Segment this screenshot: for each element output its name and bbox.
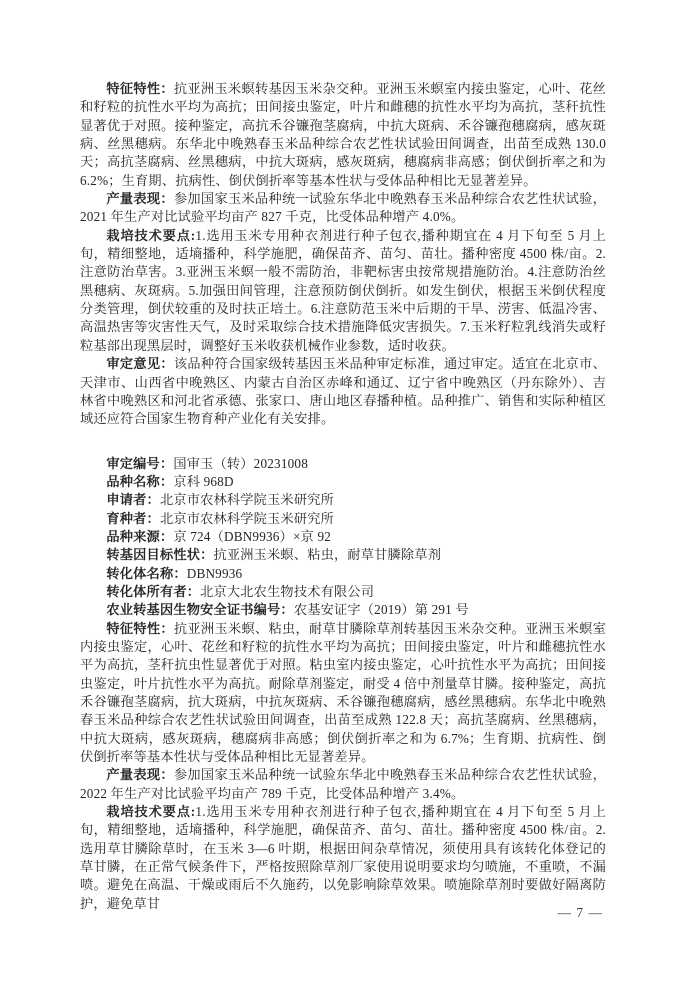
- attr-row-variety-name: [80, 473, 606, 491]
- page-number: — 7 —: [557, 905, 603, 920]
- attr-label: 审定编号：: [106, 455, 174, 471]
- attr-row-event-owner: [80, 583, 606, 601]
- paragraph-label: 特征特性：: [106, 620, 174, 636]
- paragraph-label: 特征特性：: [106, 81, 174, 96]
- attr-label: 转化体名称：: [106, 565, 187, 581]
- para-cultivation: [80, 227, 606, 355]
- para-yield: [80, 766, 606, 803]
- attr-value: 农基安证字（2019）第 291 号: [293, 602, 469, 618]
- attr-value: 京科 968D: [173, 473, 234, 489]
- para-approval-opinion: [80, 355, 606, 428]
- attr-label: 转化体所有者：: [106, 583, 201, 599]
- para-characteristics: [80, 80, 606, 190]
- attr-value: 抗亚洲玉米螟、粘虫，耐草甘膦除草剂: [213, 547, 442, 563]
- attr-row-safety-certificate: [80, 601, 606, 619]
- attr-value: 北京大北农生物技术有限公司: [200, 583, 375, 599]
- paragraph-text: 参加国家玉米品种统一试验东华北中晚熟春玉米品种综合农艺性状试验，2022 年生产对比试验平均亩产 789 千克，比受体品种增产 3.4%。: [80, 767, 606, 801]
- attr-value: 京 724（DBN9936）×京 92: [173, 528, 332, 544]
- section-variety-2: [80, 455, 606, 914]
- attr-value: DBN9936: [186, 565, 243, 581]
- paragraph-label: 产量表现：: [106, 191, 174, 207]
- attr-value: 北京市农林科学院玉米研究所: [159, 492, 334, 508]
- paragraph-label: 审定意见：: [106, 356, 174, 372]
- para-cultivation: [80, 803, 606, 913]
- paragraph-label: 栽培技术要点:: [106, 227, 196, 243]
- attr-row-applicant: [80, 491, 606, 509]
- paragraph-text: 抗亚洲玉米螟、粘虫，耐草甘膦除草剂转基因玉米杂交种。亚洲玉米螟室内接虫鉴定，心叶、花丝和籽粒的抗性水平均为高抗；田间接虫鉴定，叶片和雌穗抗性水平为高抗，茎秆抗虫性显著优于对照。粘虫室内接虫鉴定，心叶抗性水平为高抗；田间接虫鉴定，叶片抗性水平为高抗。耐除草剂鉴定，耐受 4 倍中剂量草甘膦。接种鉴定，高抗禾谷镰孢茎腐病，抗大斑病，中抗灰斑病、禾谷镰孢穗腐病，感丝黑穗病。东华北中晚熟春玉米品种综合农艺性状试验田间调查，出苗至成熟 122.8 天；高抗茎腐病、丝黑穗病，中抗大斑病，感灰斑病，穗腐病非高感；倒伏倒折率之和为 6.7%；生育期、抗病性、倒伏倒折率等基本性状与受体品种相比无显著差异。: [80, 620, 606, 765]
- paragraph-text: 1.选用玉米专用种衣剂进行种子包衣,播种期宜在 4 月下旬至 5 月上旬，精细整地，适墒播种，科学施肥，确保苗齐、苗匀、苗壮。播种密度 4500 株/亩。2.注意防治草害。3.亚洲玉米螟一般不需防治，非靶标害虫按常规措施防治。4.注意防治丝黑穗病、灰斑病。5.加强田间管理，注意预防倒伏倒折。如发生倒伏，根据玉米倒伏程度分类管理，倒伏较重的及时扶正培土。6.注意防范玉米中后期的干旱、涝害、低温冷害、高温热害等灾害性天气，及时采取综合技术措施降低灾害损失。7.玉米籽粒乳线消失或籽粒基部出现黑层时，调整好玉米收获机械作业参数，适时收获。: [80, 227, 606, 353]
- paragraph-text: 该品种符合国家级转基因玉米品种审定标准，通过审定。适宜在北京市、天津市、山西省中晚熟区、内蒙古自治区赤峰和通辽、辽宁省中晚熟区（丹东除外）、吉林省中晚熟区和河北省承德、张家口、唐山地区春播种植。品种推广、销售和实际种植区域还应符合国家生物育种产业化有关安排。: [80, 356, 606, 427]
- attr-row-breeder: [80, 510, 606, 528]
- paragraph-text: 1.选用玉米专用种衣剂进行种子包衣,播种期宜在 4 月下旬至 5 月上旬，精细整地，适墒播种，科学施肥，确保苗齐、苗匀、苗壮。播种密度 4500 株/亩。2.选用草甘膦除草时，在玉米 3—6 叶期，根据田间杂草情况，须使用具有该转化体登记的草甘膦，在正常气候条件下，严格按照除草剂厂家使用说明要求均匀喷施，不重喷，不漏喷。避免在高温、干燥或雨后不久施药，以免影响除草效果。喷施除草剂时要做好隔离防护，避免草甘: [80, 804, 606, 911]
- attr-value: 北京市农林科学院玉米研究所: [159, 510, 334, 526]
- attr-label: 品种名称：: [106, 473, 174, 489]
- attr-label: 育种者：: [106, 510, 160, 526]
- para-characteristics: [80, 620, 606, 767]
- attr-label: 转基因目标性状：: [106, 547, 214, 563]
- attr-label: 品种来源：: [106, 528, 174, 544]
- para-yield: [80, 190, 606, 227]
- attr-row-target-trait: [80, 546, 606, 564]
- paragraph-label: 产量表现：: [106, 767, 174, 783]
- section-variety-1: [80, 80, 606, 429]
- page-content: [80, 80, 606, 913]
- paragraph-text: 参加国家玉米品种统一试验东华北中晚熟春玉米品种综合农艺性状试验，2021 年生产对比试验平均亩产 827 千克，比受体品种增产 4.0%。: [80, 191, 606, 225]
- attr-row-event-name: [80, 565, 606, 583]
- attr-value: 国审玉（转）20231008: [173, 455, 309, 471]
- paragraph-label: 栽培技术要点:: [106, 804, 196, 820]
- attr-row-approval-number: [80, 455, 606, 473]
- attr-label: 申请者：: [106, 492, 160, 508]
- paragraph-text: 抗亚洲玉米螟转基因玉米杂交种。亚洲玉米螟室内接虫鉴定，心叶、花丝和籽粒的抗性水平均为高抗；田间接虫鉴定，叶片和雌穗的抗性水平均为高抗，茎秆抗性显著优于对照。接种鉴定，高抗禾谷镰孢茎腐病，中抗大斑病、禾谷镰孢穗腐病，感灰斑病、丝黑穗病。东华北中晚熟春玉米品种综合农艺性状试验田间调查，出苗至成熟 130.0 天；高抗茎腐病、丝黑穗病，中抗大斑病，感灰斑病，穗腐病非高感；倒伏倒折率之和为 6.2%；生育期、抗病性、倒伏倒折率等基本性状与受体品种相比无显著差异。: [80, 81, 606, 188]
- attr-label: 农业转基因生物安全证书编号：: [106, 602, 294, 618]
- attr-row-variety-source: [80, 528, 606, 546]
